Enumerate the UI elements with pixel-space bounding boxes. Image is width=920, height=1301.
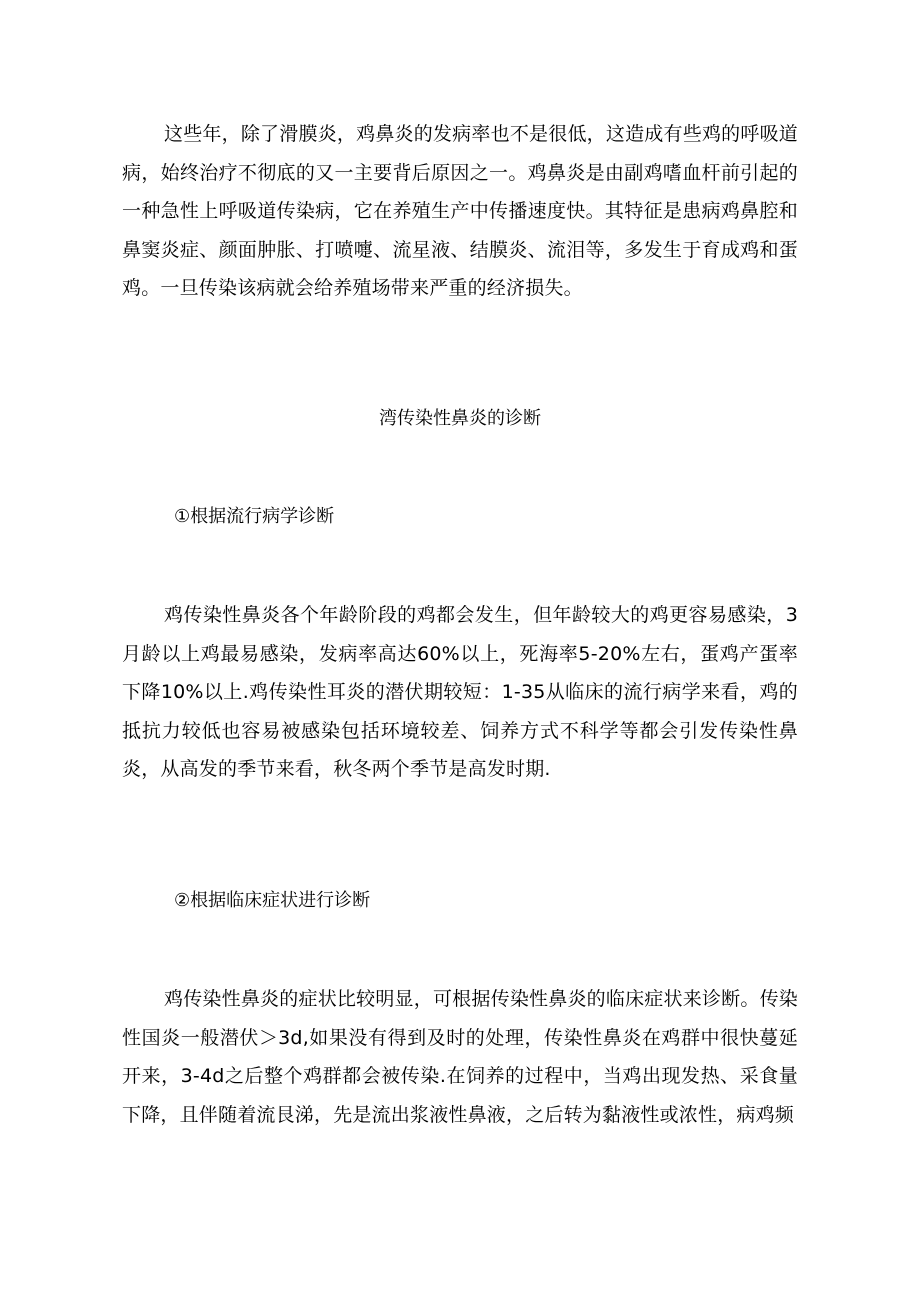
intro-paragraph: 这些年，除了滑膜炎，鸡鼻炎的发病率也不是很低，这造成有些鸡的呼吸道病，始终治疗不彻底的又一主要背后原因之一。鸡鼻炎是由副鸡嗜血杆前引起的一种急性上呼吸道传染病，它在养殖生产中传播速度快。其特征是患病鸡鼻腔和鼻窦炎症、颜面肿胀、打喷嚏、流星液、结膜炎、流泪等，多发生于育成鸡和蛋鸡。一旦传染该病就会给养殖场带来严重的经济损失。: [122, 123, 798, 299]
section-heading: 湾传染性鼻炎的诊断: [379, 408, 541, 429]
subsection-paragraph-clinical: 鸡传染性鼻炎的症状比较明显，可根据传染性鼻炎的临床症状来诊断。传染性国炎一般潜伏＞3d,如果没有得到及时的处理，传染性鼻炎在鸡群中很快蔓延开来，3-4d之后整个鸡群都会被传染.在饲养的过程中，当鸡出现发热、采食量下降，且伴随着流艮涕，先是流出浆液性鼻液，之后转为黏液性或浓性，病鸡频: [122, 988, 798, 1126]
subsection-title-clinical: ②根据临床症状进行诊断: [174, 890, 371, 911]
subsection-title-epidemiology: ①根据流行病学诊断: [174, 506, 335, 527]
subsection-paragraph-epidemiology: 鸡传染性鼻炎各个年龄阶段的鸡都会发生，但年龄较大的鸡更容易感染，3月龄以上鸡最易感染，发病率高达60%以上，死海率5-20%左右，蛋鸡产蛋率下降10%以上.鸡传染性耳炎的潜伏期较短：1-35从临床的流行病学来看，鸡的抵抗力较低也容易被感染包括环境较差、饲养方式不科学等都会引发传染性鼻炎，从高发的季节来看，秋冬两个季节是高发时期.: [122, 604, 798, 780]
